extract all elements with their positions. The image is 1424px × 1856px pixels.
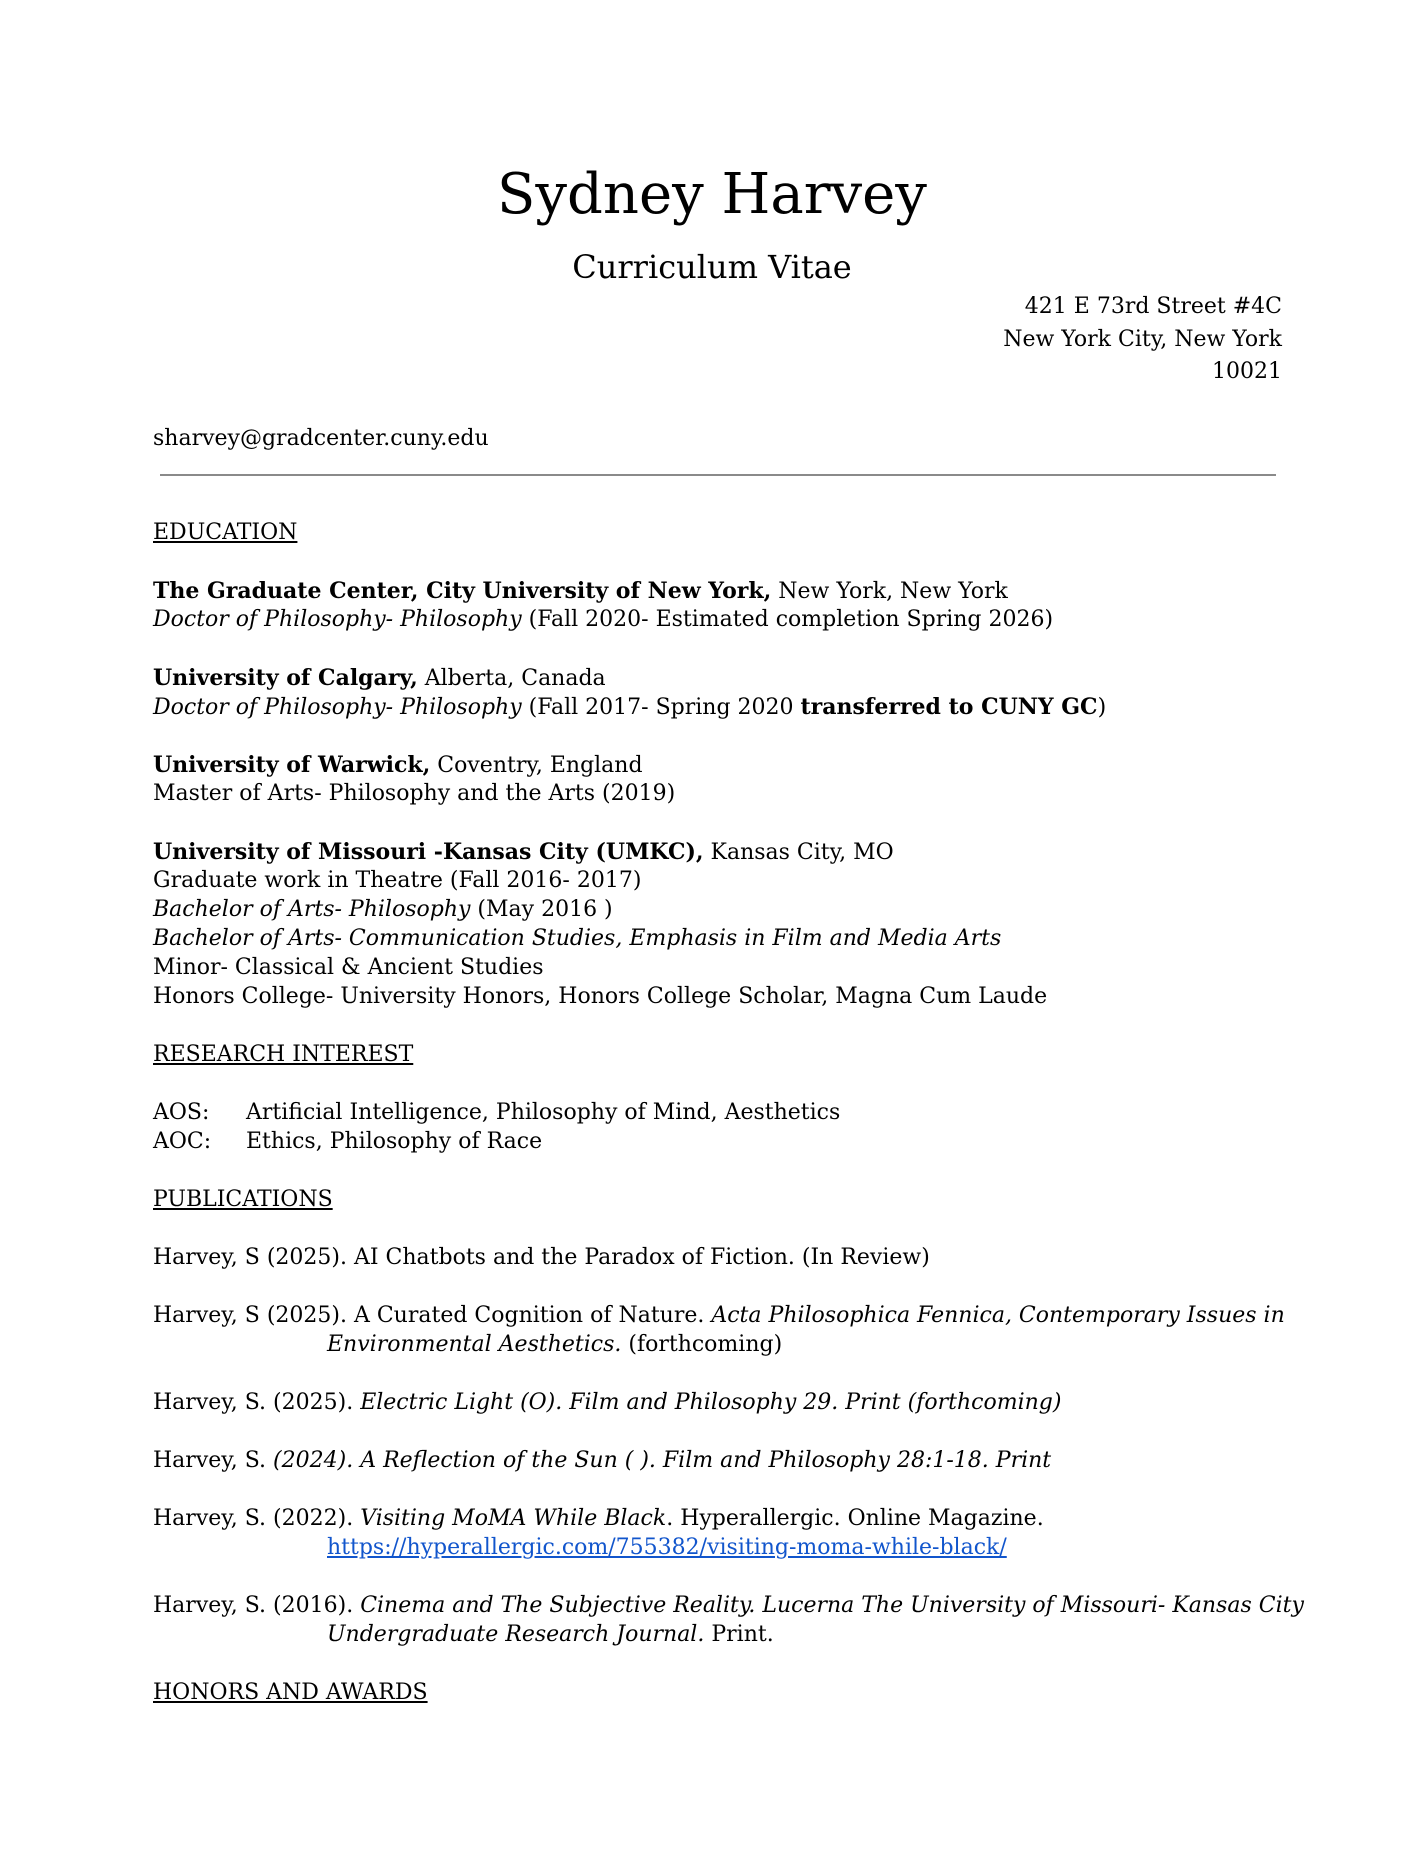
- publication-1: Harvey, S (2025). AI Chatbots and the Paradox of Fiction. (In Review): [153, 1245, 930, 1270]
- aoc-label: AOC:: [153, 1129, 212, 1154]
- publication-6: [153, 1591, 1304, 1621]
- cv-subtitle: Curriculum Vitae: [572, 248, 852, 286]
- cv-name: Sydney Harvey: [497, 162, 927, 227]
- pub-title: Electric Light (O). Film and Philosophy 29. Print (forthcoming): [360, 1390, 1062, 1415]
- address-line-3: 10021: [1212, 359, 1282, 384]
- edu-school: University of Calgary,: [153, 665, 418, 691]
- edu-entry-warwick: [153, 750, 643, 781]
- edu-dates: (May 2016 ): [470, 897, 613, 922]
- publication-4: [153, 1446, 1051, 1476]
- pub-citation: Harvey, S. (2016).: [153, 1593, 361, 1618]
- publication-2: [153, 1301, 1285, 1331]
- edu-degree-warwick: Master of Arts- Philosophy and the Arts (2019): [153, 781, 676, 806]
- research-aos: [153, 1098, 840, 1128]
- pub-status: Print.: [704, 1622, 774, 1647]
- address-line-1: 421 E 73rd Street #4C: [1024, 294, 1282, 319]
- aos-value: Artificial Intelligence, Philosophy of Mind, Aesthetics: [246, 1100, 841, 1125]
- edu-degree-calgary: [153, 692, 1106, 723]
- edu-location: Coventry, England: [430, 753, 643, 778]
- edu-entry-calgary: [153, 663, 606, 694]
- pub-citation: Harvey, S.: [153, 1448, 274, 1473]
- edu-dates: (Fall 2017- Spring 2020: [521, 695, 801, 720]
- edu-location: Alberta, Canada: [417, 666, 606, 691]
- edu-degree: Doctor of Philosophy- Philosophy: [153, 695, 522, 720]
- education-heading: EDUCATION: [153, 520, 298, 545]
- aoc-value: Ethics, Philosophy of Race: [246, 1129, 543, 1154]
- aos-label: AOS:: [153, 1100, 210, 1125]
- publication-3: [153, 1388, 1061, 1418]
- edu-school: University of Missouri -Kansas City (UMKC),: [153, 839, 704, 865]
- pub-title: Cinema and The Subjective Reality. Lucerna The University of Missouri- Kansas City: [360, 1593, 1304, 1618]
- pub-venue: Environmental Aesthetics.: [327, 1332, 622, 1357]
- edu-transfer-note: transferred to CUNY GC: [800, 694, 1098, 720]
- edu-entry-gc: [153, 576, 1008, 607]
- research-aoc: [153, 1127, 542, 1157]
- edu-degree: Bachelor of Arts- Philosophy: [153, 897, 471, 922]
- edu-location: Kansas City, MO: [703, 840, 894, 865]
- edu-school: The Graduate Center, City University of New York,: [153, 578, 772, 604]
- edu-location: New York, New York: [771, 579, 1008, 604]
- email: sharvey@gradcenter.cuny.edu: [153, 426, 489, 451]
- publication-5-cont: [327, 1533, 1007, 1563]
- pub-citation: Harvey, S. (2025).: [153, 1390, 361, 1415]
- address-line-2: New York City, New York: [1003, 327, 1282, 352]
- edu-dates: (Fall 2020- Estimated completion Spring 2026): [521, 607, 1054, 632]
- edu-umkc-theatre: Graduate work in Theatre (Fall 2016- 2017): [153, 868, 642, 893]
- edu-paren: ): [1097, 695, 1107, 720]
- research-heading: RESEARCH INTEREST: [153, 1042, 414, 1067]
- pub-citation: Harvey, S (2025). A Curated Cognition of Nature.: [153, 1303, 705, 1328]
- edu-degree-gc: [153, 605, 1053, 635]
- edu-umkc-ba-communication: Bachelor of Arts- Communication Studies, Emphasis in Film and Media Arts: [153, 926, 1002, 951]
- pub-venue: Acta Philosophica Fennica, Contemporary Issues in: [704, 1303, 1285, 1328]
- edu-umkc-minor: Minor- Classical & Ancient Studies: [153, 955, 544, 980]
- edu-degree: Doctor of Philosophy- Philosophy: [153, 607, 522, 632]
- header-divider: [160, 474, 1276, 476]
- pub-title: (2024). A Reflection of the Sun ( ). Film and Philosophy 28:1-18. Print: [273, 1448, 1052, 1473]
- edu-school: University of Warwick,: [153, 752, 431, 778]
- honors-heading: HONORS AND AWARDS: [153, 1680, 428, 1705]
- publication-5: [153, 1504, 1044, 1534]
- pub-status: (forthcoming): [621, 1332, 783, 1357]
- pub-link[interactable]: https://hyperallergic.com/755382/visiting-moma-while-black/: [327, 1535, 1007, 1560]
- pub-venue: Undergraduate Research Journal.: [327, 1622, 705, 1647]
- publications-heading: PUBLICATIONS: [153, 1187, 333, 1212]
- publication-2-cont: [327, 1330, 782, 1360]
- edu-umkc-honors: Honors College- University Honors, Honors College Scholar, Magna Cum Laude: [153, 984, 1048, 1009]
- pub-title: Visiting MoMA While Black: [360, 1506, 667, 1531]
- edu-entry-umkc: [153, 837, 894, 868]
- publication-6-cont: [327, 1620, 774, 1650]
- pub-citation: Harvey, S. (2022).: [153, 1506, 361, 1531]
- pub-venue: . Hyperallergic. Online Magazine.: [666, 1506, 1044, 1531]
- edu-umkc-ba-philosophy: [153, 895, 613, 925]
